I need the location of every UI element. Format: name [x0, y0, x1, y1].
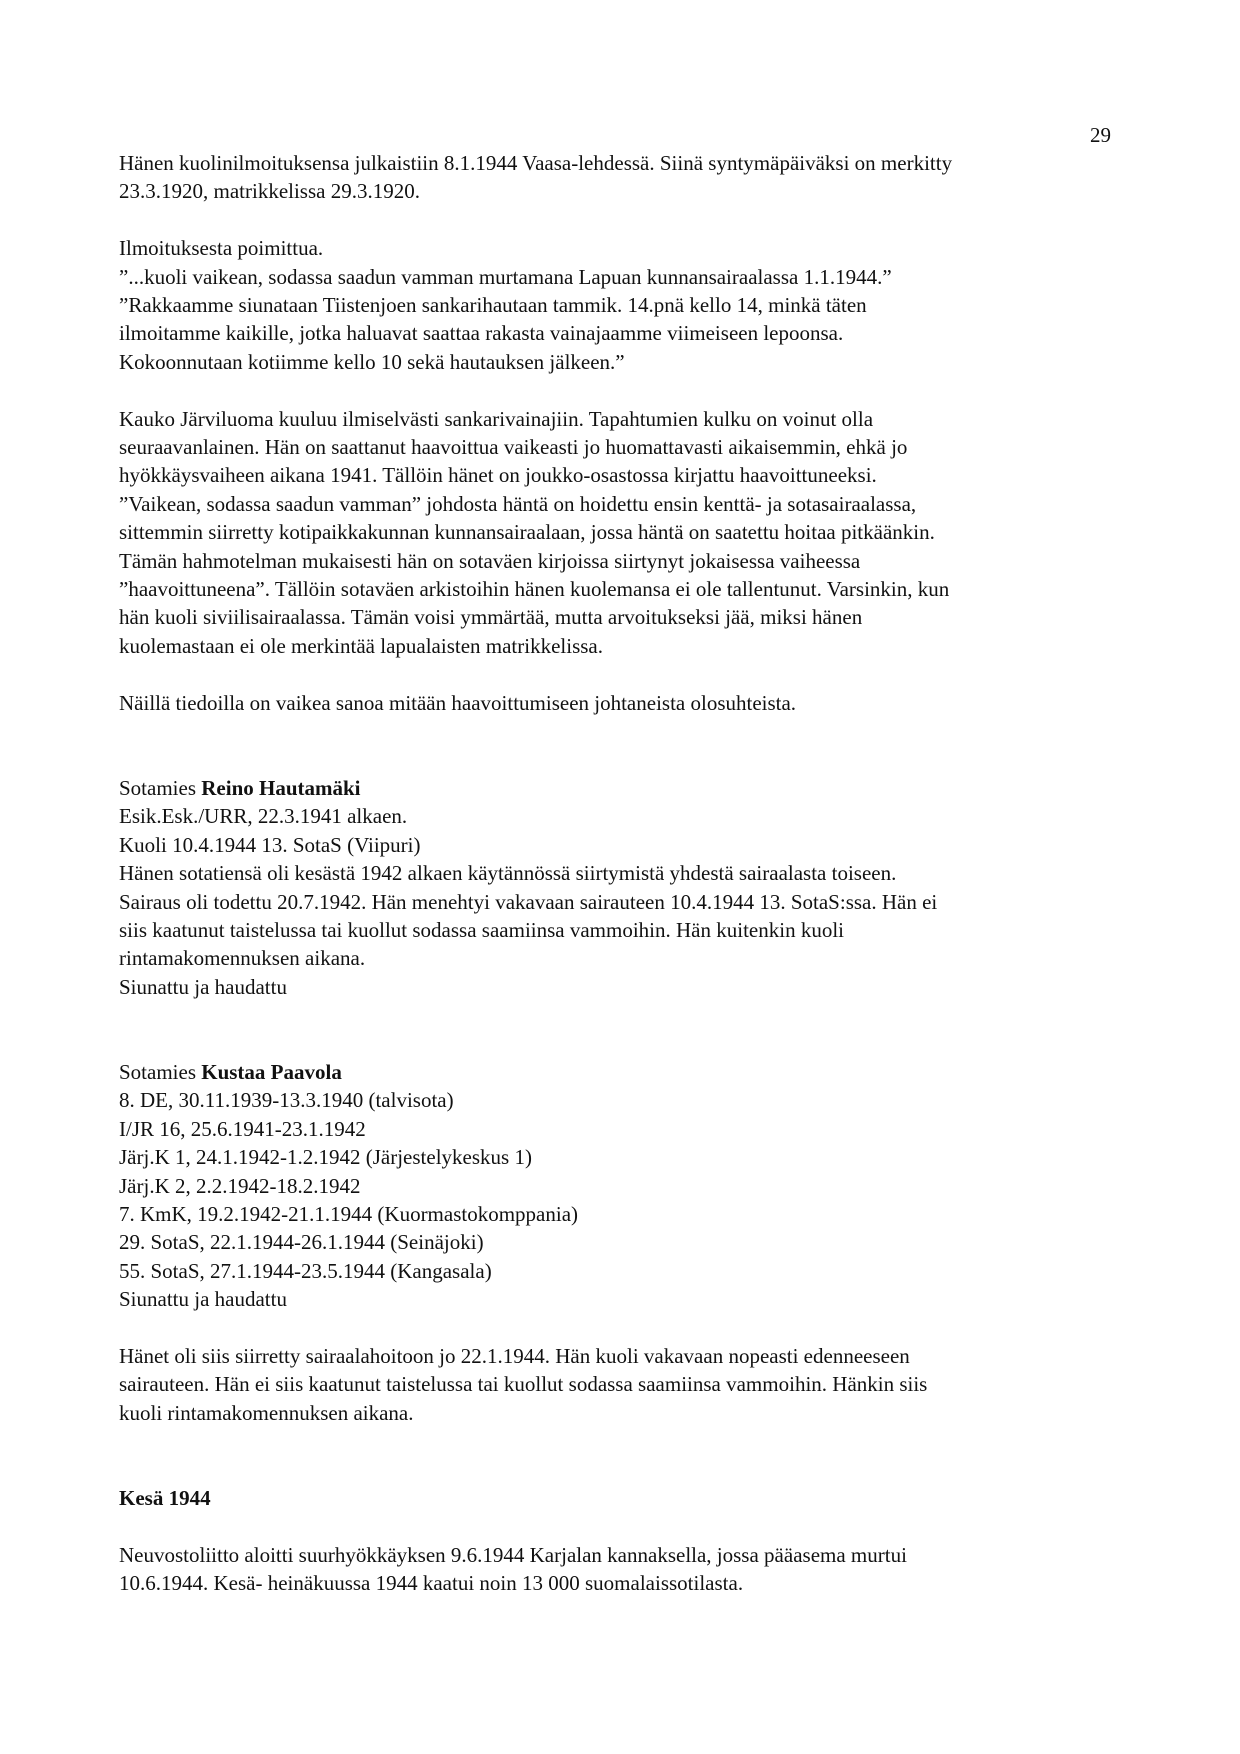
text-line: Neuvostoliitto aloitti suurhyökkäyksen 9.6.1944 Karjalan kannaksella, jossa pääasema murtui [119, 1542, 907, 1567]
text-line: 23.3.1920, matrikkelissa 29.3.1920. [119, 179, 420, 204]
death-notice-paragraph [119, 149, 1129, 206]
text-line: ”haavoittuneena”. Tällöin sotaväen arkistoihin hänen kuolemansa ei ole tallentunut. Varsinkin, kun [119, 577, 950, 602]
text-line: 8. DE, 30.11.1939-13.3.1940 (talvisota) [119, 1088, 454, 1113]
text-line: Siunattu ja haudattu [119, 974, 287, 999]
text-line: Kokoonnutaan kotiimme kello 10 sekä hautauksen jälkeen.” [119, 349, 625, 374]
text-line: Järj.K 1, 24.1.1942-1.2.1942 (Järjestelykeskus 1) [119, 1145, 532, 1170]
paavola-followup-paragraph [119, 1342, 1129, 1427]
notice-excerpt-paragraph [119, 234, 1129, 376]
document-body [119, 149, 1129, 1598]
text-line: 7. KmK, 19.2.1942-21.1.1944 (Kuormastokomppania) [119, 1201, 579, 1226]
soldier-rank: Sotamies [119, 775, 196, 800]
text-line: hän kuoli siviilisairaalassa. Tämän voisi ymmärtää, mutta arvoitukseksi jää, miksi hänen [119, 605, 863, 630]
analysis-paragraph [119, 405, 1129, 661]
soldier-name: Kustaa Paavola [201, 1059, 342, 1084]
soldier-entry-hautamaki [119, 774, 1129, 1001]
page-number: 29 [1090, 123, 1111, 147]
text-line: Näillä tiedoilla on vaikea sanoa mitään haavoittumiseen johtaneista olosuhteista. [119, 690, 797, 715]
text-line: Tämän hahmotelman mukaisesti hän on sotaväen kirjoissa siirtynyt jokaisessa vaiheessa [119, 548, 861, 573]
text-line: Sairaus oli todettu 20.7.1942. Hän menehtyi vakavaan sairauteen 10.4.1944 13. SotaS:ssa. Hän ei [119, 889, 938, 914]
text-line: 55. SotaS, 27.1.1944-23.5.1944 (Kangasala) [119, 1258, 492, 1283]
text-line: ilmoitamme kaikille, jotka haluavat saattaa rakasta vainajaamme viimeiseen lepoonsa. [119, 321, 844, 346]
soldier-rank: Sotamies [119, 1059, 196, 1084]
text-line: Järj.K 2, 2.2.1942-18.2.1942 [119, 1173, 361, 1198]
conclusion-paragraph [119, 689, 1129, 717]
text-line: seuraavanlainen. Hän on saattanut haavoittua vaikeasti jo huomattavasti aikaisemmin, ehkä jo [119, 435, 908, 460]
soldier-entry-paavola [119, 1058, 1129, 1314]
text-line: 10.6.1944. Kesä- heinäkuussa 1944 kaatui noin 13 000 suomalaissotilasta. [119, 1571, 744, 1596]
section-heading: Kesä 1944 [119, 1485, 211, 1510]
text-line: Kauko Järviluoma kuuluu ilmiselvästi sankarivainajiin. Tapahtumien kulku on voinut olla [119, 406, 874, 431]
text-line: Esik.Esk./URR, 22.3.1941 alkaen. [119, 804, 408, 829]
text-line: sairauteen. Hän ei siis kaatunut taistelussa tai kuollut sodassa saamiinsa vammoihin. Hänkin siis [119, 1372, 928, 1397]
soldier-heading [119, 1058, 1129, 1086]
text-line: kuoli rintamakomennuksen aikana. [119, 1400, 414, 1425]
text-line: ”Vaikean, sodassa saadun vamman” johdosta häntä on hoidettu ensin kenttä- ja sotasairaalassa, [119, 491, 917, 516]
text-line: Ilmoituksesta poimittua. [119, 236, 324, 261]
text-line: Hänen kuolinilmoituksensa julkaistiin 8.1.1944 Vaasa-lehdessä. Siinä syntymäpäiväksi on merkitty [119, 151, 953, 175]
text-line: Hänet oli siis siirretty sairaalahoitoon jo 22.1.1944. Hän kuoli vakavaan nopeasti edenneeseen [119, 1343, 910, 1368]
text-line: I/JR 16, 25.6.1941-23.1.1942 [119, 1116, 366, 1141]
soldier-heading [119, 774, 1129, 802]
text-line: siis kaatunut taistelussa tai kuollut sodassa saamiinsa vammoihin. Hän kuitenkin kuoli [119, 917, 844, 942]
text-line: rintamakomennuksen aikana. [119, 946, 366, 971]
text-line: Kuoli 10.4.1944 13. SotaS (Viipuri) [119, 832, 421, 857]
text-line: 29. SotaS, 22.1.1944-26.1.1944 (Seinäjoki) [119, 1230, 484, 1255]
text-line: Siunattu ja haudattu [119, 1287, 287, 1312]
text-line: ”Rakkaamme siunataan Tiistenjoen sankarihautaan tammik. 14.pnä kello 14, minkä täten [119, 293, 867, 318]
text-line: kuolemastaan ei ole merkintää lapualaisten matrikkelissa. [119, 633, 603, 658]
soldier-name: Reino Hautamäki [201, 775, 361, 800]
text-line: sittemmin siirretty kotipaikkakunnan kunnansairaalaan, jossa häntä on saatettu hoitaa pitkäänkin. [119, 520, 935, 545]
text-line: ”...kuoli vaikean, sodassa saadun vamman murtamana Lapuan kunnansairaalassa 1.1.1944.” [119, 264, 892, 289]
section-summer-1944 [119, 1484, 1129, 1598]
text-line: Hänen sotatiensä oli kesästä 1942 alkaen käytännössä siirtymistä yhdestä sairaalasta toiseen. [119, 861, 897, 886]
text-line: hyökkäysvaiheen aikana 1941. Tällöin hänet on joukko-osastossa kirjattu haavoittuneeksi. [119, 463, 877, 488]
